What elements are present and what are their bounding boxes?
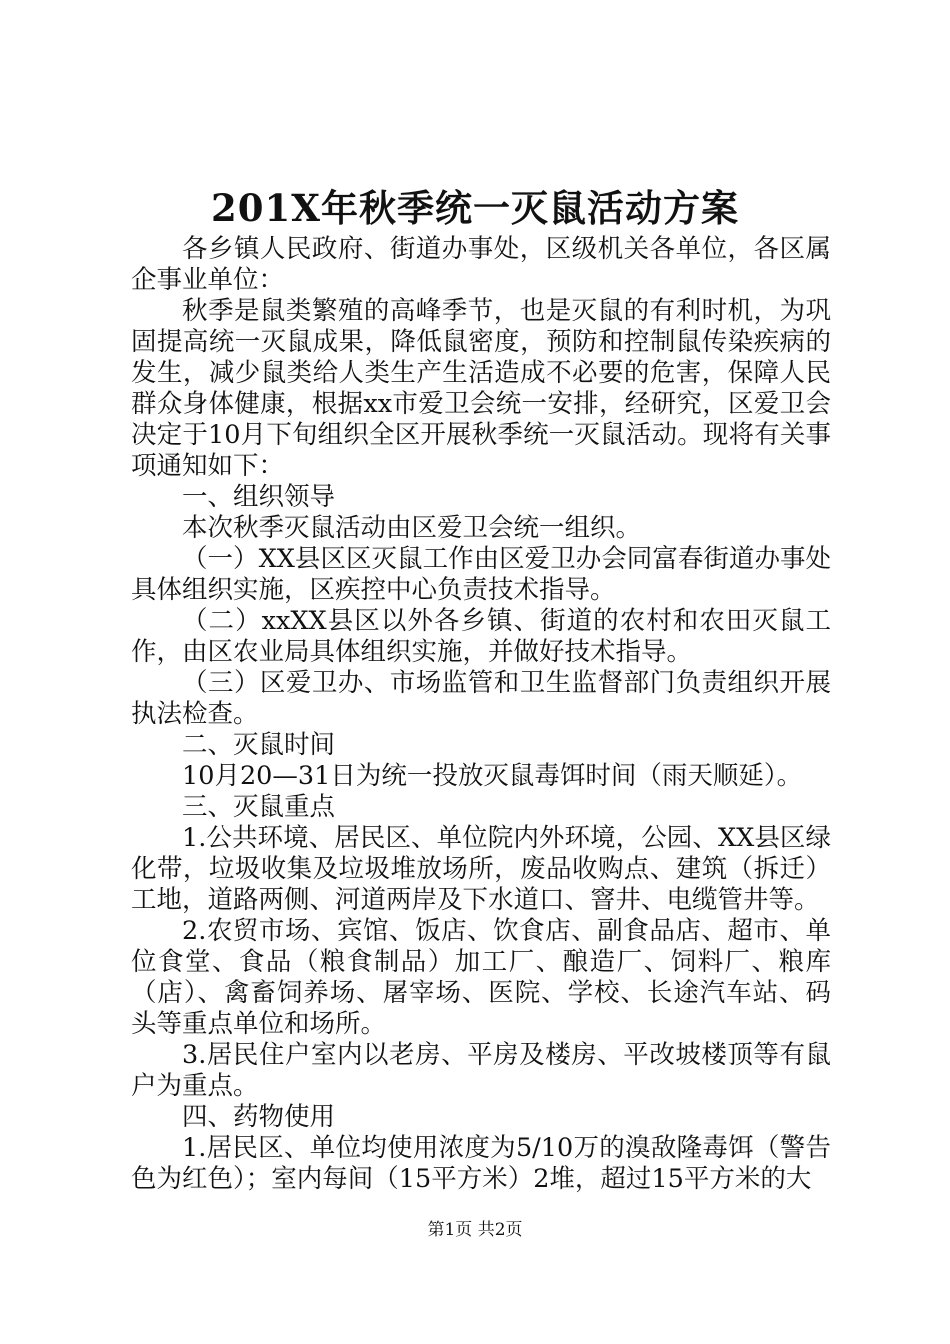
paragraph: 10月20—31日为统一投放灭鼠毒饵时间（雨天顺延）。	[182, 761, 803, 791]
paragraph: 1.居民区、单位均使用浓度为5/10万的溴敌隆毒饵（警告色为红色）；室内每间（15平方米）2堆，超过15平方米的大	[131, 1133, 831, 1194]
paragraph: （三）区爱卫办、市场监管和卫生监督部门负责组织开展执法检查。	[131, 668, 831, 729]
document-body	[131, 234, 831, 1195]
paragraph: 1.公共环境、居民区、单位院内外环境，公园、XX县区绿化带，垃圾收集及垃圾堆放场所，废品收购点、建筑（拆迁）工地，道路两侧、河道两岸及下水道口、窨井、电缆管井等。	[131, 823, 831, 915]
paragraph: （一）XX县区区灭鼠工作由区爱卫办会同富春街道办事处具体组织实施，区疾控中心负责技术指导。	[131, 544, 831, 605]
paragraph-intro: 秋季是鼠类繁殖的高峰季节，也是灭鼠的有利时机，为巩固提高统一灭鼠成果，降低鼠密度，预防和控制鼠传染疾病的发生，减少鼠类给人类生产生活造成不必要的危害，保障人民群众身体健康，根据xx市爱卫会统一安排，经研究，区爱卫会决定于10月下旬组织全区开展秋季统一灭鼠活动。现将有关事项通知如下：	[131, 296, 831, 481]
page-footer: 第1页 共2页	[427, 1220, 523, 1240]
section-heading-organization: 一、组织领导	[182, 482, 336, 512]
document-title: 201X年秋季统一灭鼠活动方案	[211, 186, 739, 230]
paragraph: 本次秋季灭鼠活动由区爱卫会统一组织。	[182, 513, 642, 543]
section-heading-focus: 三、灭鼠重点	[182, 792, 336, 822]
paragraph-addressee: 各乡镇人民政府、街道办事处，区级机关各单位，各区属企事业单位：	[131, 234, 831, 295]
section-heading-time: 二、灭鼠时间	[182, 730, 336, 760]
section-heading-drugs: 四、药物使用	[182, 1102, 336, 1132]
paragraph: （二）xxXX县区以外各乡镇、街道的农村和农田灭鼠工作，由区农业局具体组织实施，并做好技术指导。	[131, 606, 831, 667]
paragraph: 2.农贸市场、宾馆、饭店、饮食店、副食品店、超市、单位食堂、食品（粮食制品）加工厂、酿造厂、饲料厂、粮库（店）、禽畜饲养场、屠宰场、医院、学校、长途汽车站、码头等重点单位和场所。	[131, 916, 831, 1039]
paragraph: 3.居民住户室内以老房、平房及楼房、平改坡楼顶等有鼠户为重点。	[131, 1040, 831, 1101]
